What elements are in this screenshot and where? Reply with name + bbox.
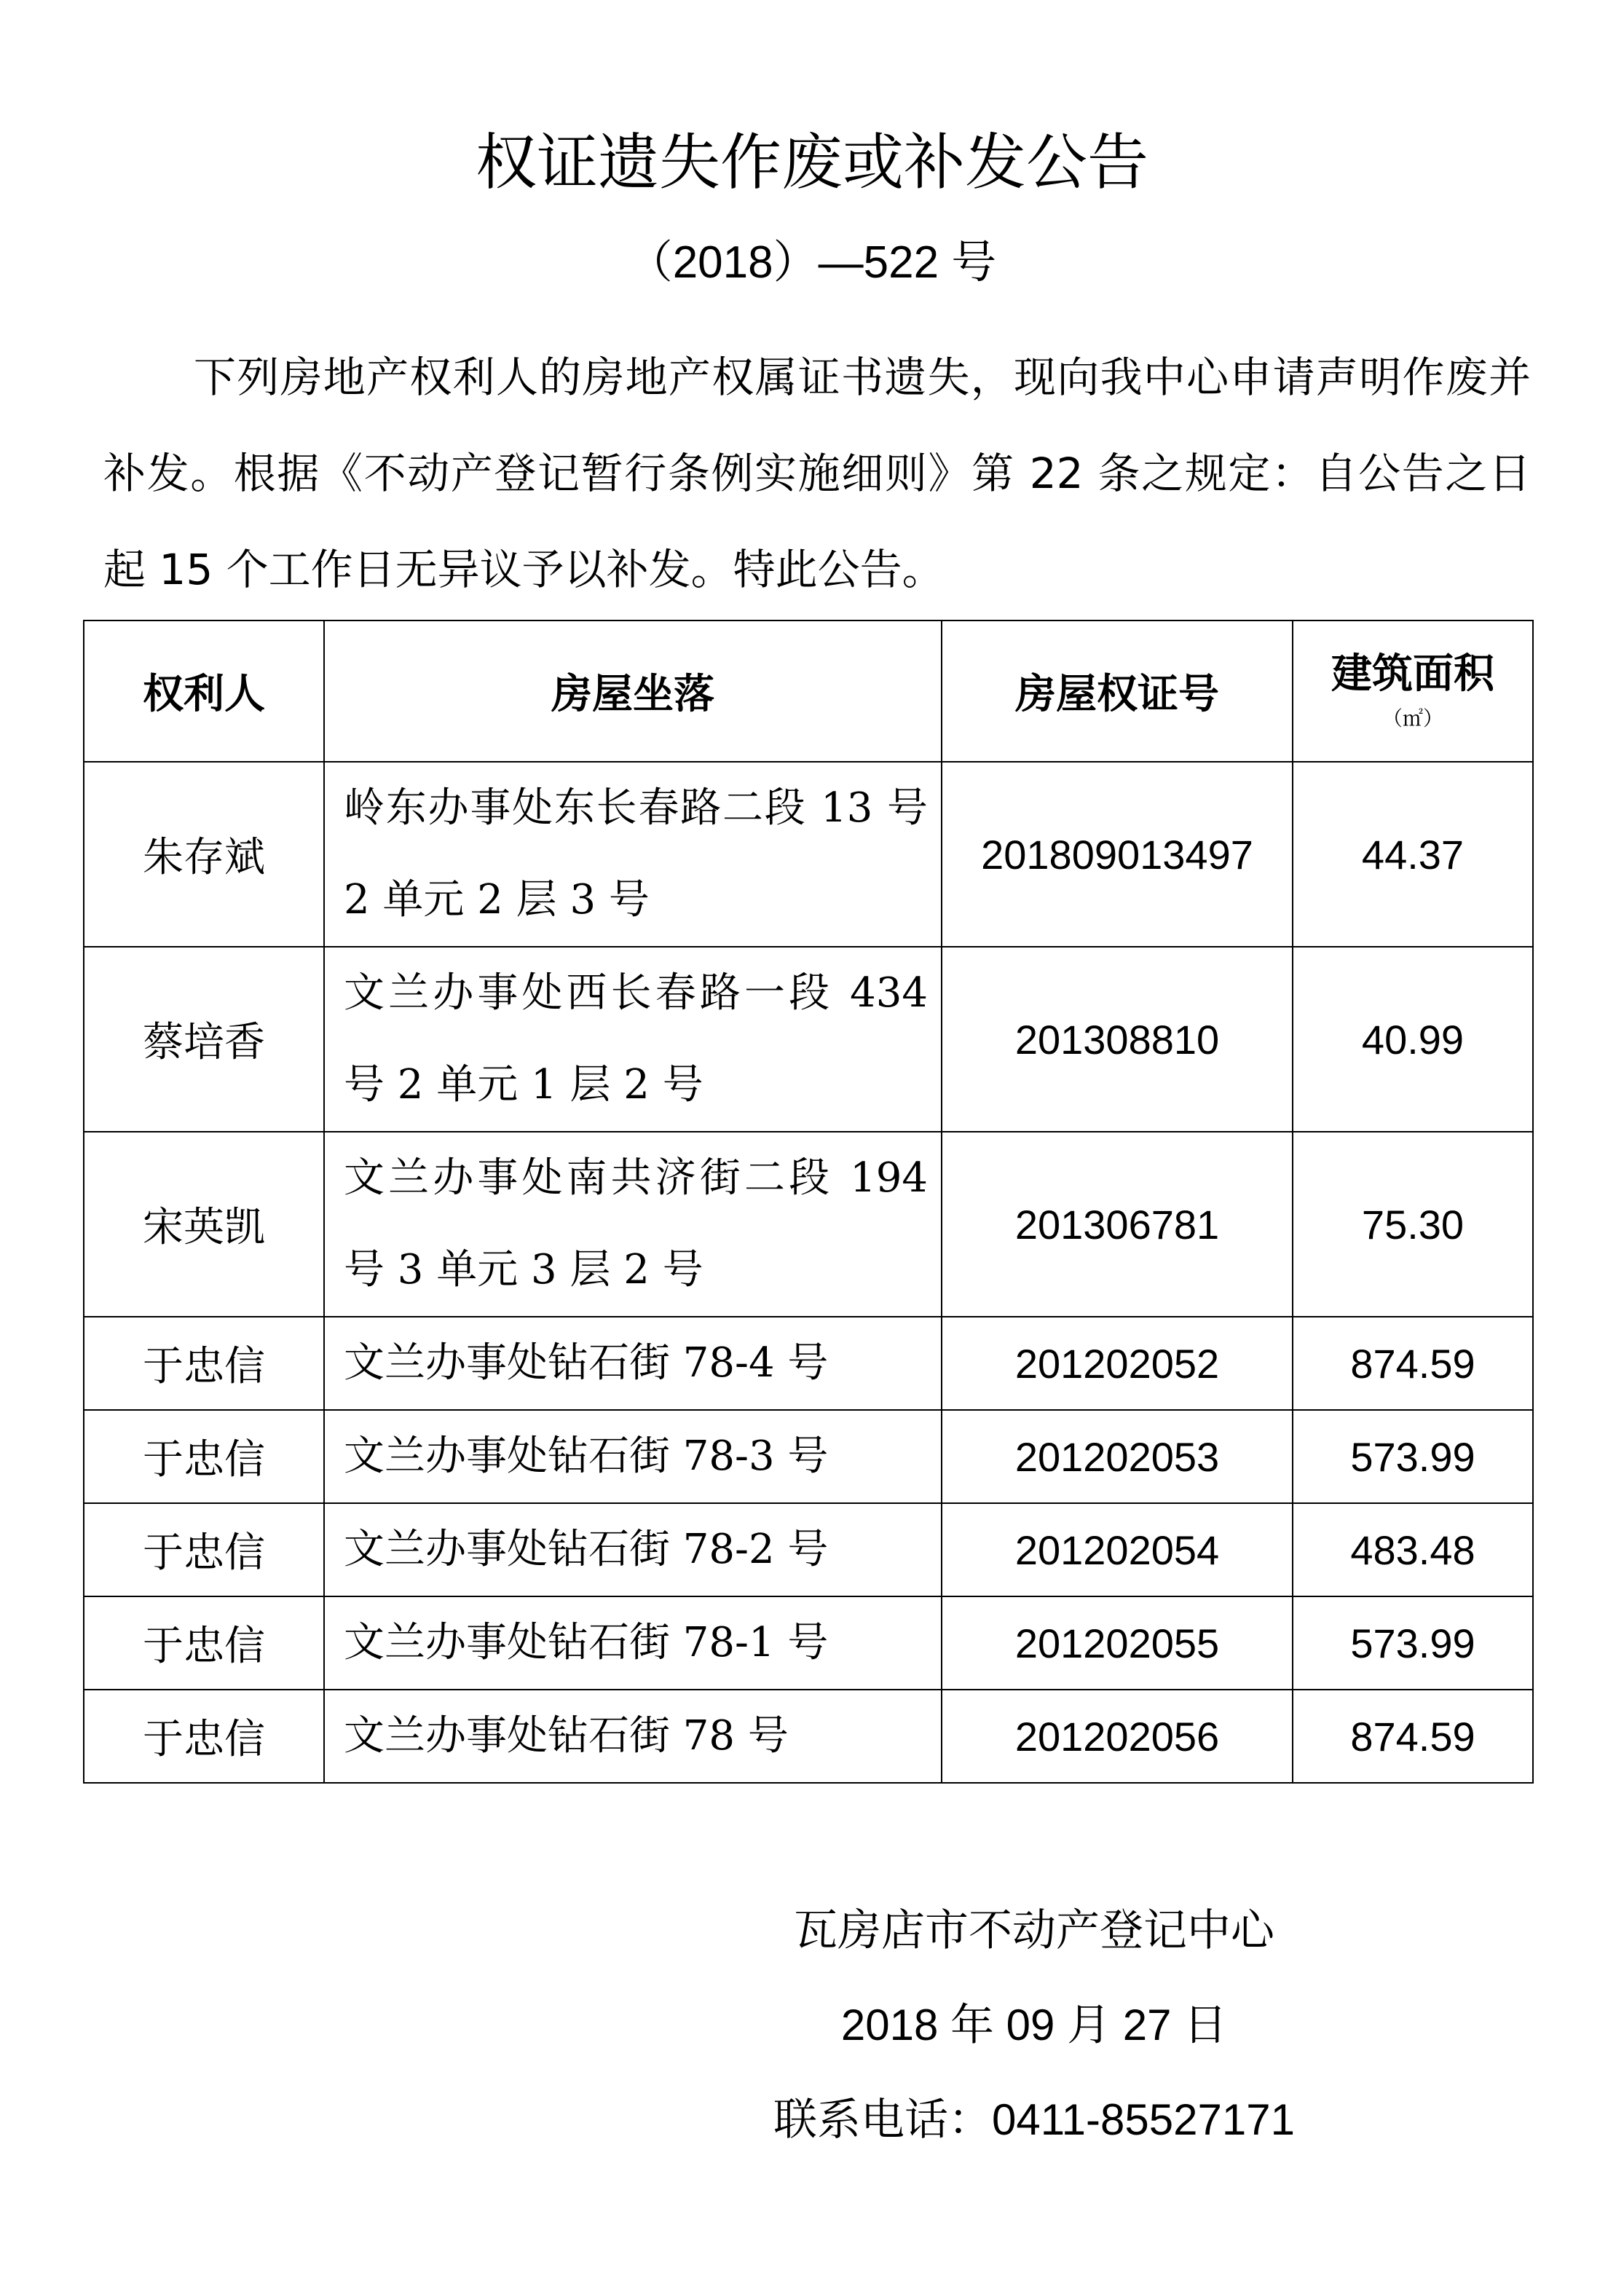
area-cell: 874.59 (1293, 1317, 1533, 1410)
header-owner: 权利人 (84, 620, 324, 762)
owner-cell: 于忠信 (84, 1503, 324, 1596)
header-address: 房屋坐落 (324, 620, 942, 762)
area-cell: 573.99 (1293, 1410, 1533, 1503)
notice-title: 权证遗失作废或补发公告 (475, 127, 1148, 198)
owner-cell: 宋英凯 (84, 1132, 324, 1317)
notice-number: （2018）—522 号 (627, 237, 997, 288)
owner-cell: 于忠信 (84, 1596, 324, 1690)
header-area-unit: （㎡） (1381, 706, 1443, 730)
address-cell: 文兰办事处南共济街二段 194 号 3 单元 3 层 2 号 (324, 1132, 942, 1317)
table-row (84, 1596, 1533, 1690)
cert-cell: 201202056 (942, 1690, 1293, 1783)
area-cell: 75.30 (1293, 1132, 1533, 1317)
issue-date: 2018 年 09 月 27 日 (840, 2001, 1228, 2049)
cert-cell: 201202055 (942, 1596, 1293, 1690)
cert-cell: 201809013497 (942, 762, 1293, 947)
table-header-row (84, 620, 1533, 762)
header-area (1293, 620, 1533, 762)
owner-cell: 于忠信 (84, 1410, 324, 1503)
address-cell: 文兰办事处钻石街 78-1 号 (324, 1596, 942, 1690)
address-cell: 文兰办事处西长春路一段 434 号 2 单元 1 层 2 号 (324, 947, 942, 1132)
cert-cell: 201202053 (942, 1410, 1293, 1503)
issuer-org: 瓦房店市不动产登记中心 (794, 1905, 1274, 1956)
notice-body: 下列房地产权利人的房地产权属证书遗失，现向我中心申请声明作废并补发。根据《不动产登记暂行条例实施细则》第 22 条之规定：自公告之日起 15 个工作日无异议予以补发。特此公告。 (103, 352, 1531, 594)
area-cell: 483.48 (1293, 1503, 1533, 1596)
address-cell: 文兰办事处钻石街 78-4 号 (324, 1317, 942, 1410)
records-table (83, 620, 1534, 1784)
contact-phone: 联系电话：0411-85527171 (773, 2095, 1295, 2144)
cert-cell: 201306781 (942, 1132, 1293, 1317)
owner-cell: 蔡培香 (84, 947, 324, 1132)
table-row (84, 1690, 1533, 1783)
cert-cell: 201202052 (942, 1317, 1293, 1410)
owner-cell: 于忠信 (84, 1317, 324, 1410)
header-cert: 房屋权证号 (942, 620, 1293, 762)
area-cell: 40.99 (1293, 947, 1533, 1132)
owner-cell: 于忠信 (84, 1690, 324, 1783)
table-row (84, 1132, 1533, 1317)
address-cell: 文兰办事处钻石街 78 号 (324, 1690, 942, 1783)
cert-cell: 201202054 (942, 1503, 1293, 1596)
table-row (84, 762, 1533, 947)
owner-cell: 朱存斌 (84, 762, 324, 947)
area-cell: 573.99 (1293, 1596, 1533, 1690)
address-cell: 岭东办事处东长春路二段 13 号 2 单元 2 层 3 号 (324, 762, 942, 947)
header-area-label: 建筑面积 (1331, 650, 1494, 698)
table-row (84, 1410, 1533, 1503)
table-row (84, 947, 1533, 1132)
table-row (84, 1503, 1533, 1596)
address-cell: 文兰办事处钻石街 78-3 号 (324, 1410, 942, 1503)
address-cell: 文兰办事处钻石街 78-2 号 (324, 1503, 942, 1596)
area-cell: 874.59 (1293, 1690, 1533, 1783)
table-row (84, 1317, 1533, 1410)
cert-cell: 201308810 (942, 947, 1293, 1132)
area-cell: 44.37 (1293, 762, 1533, 947)
